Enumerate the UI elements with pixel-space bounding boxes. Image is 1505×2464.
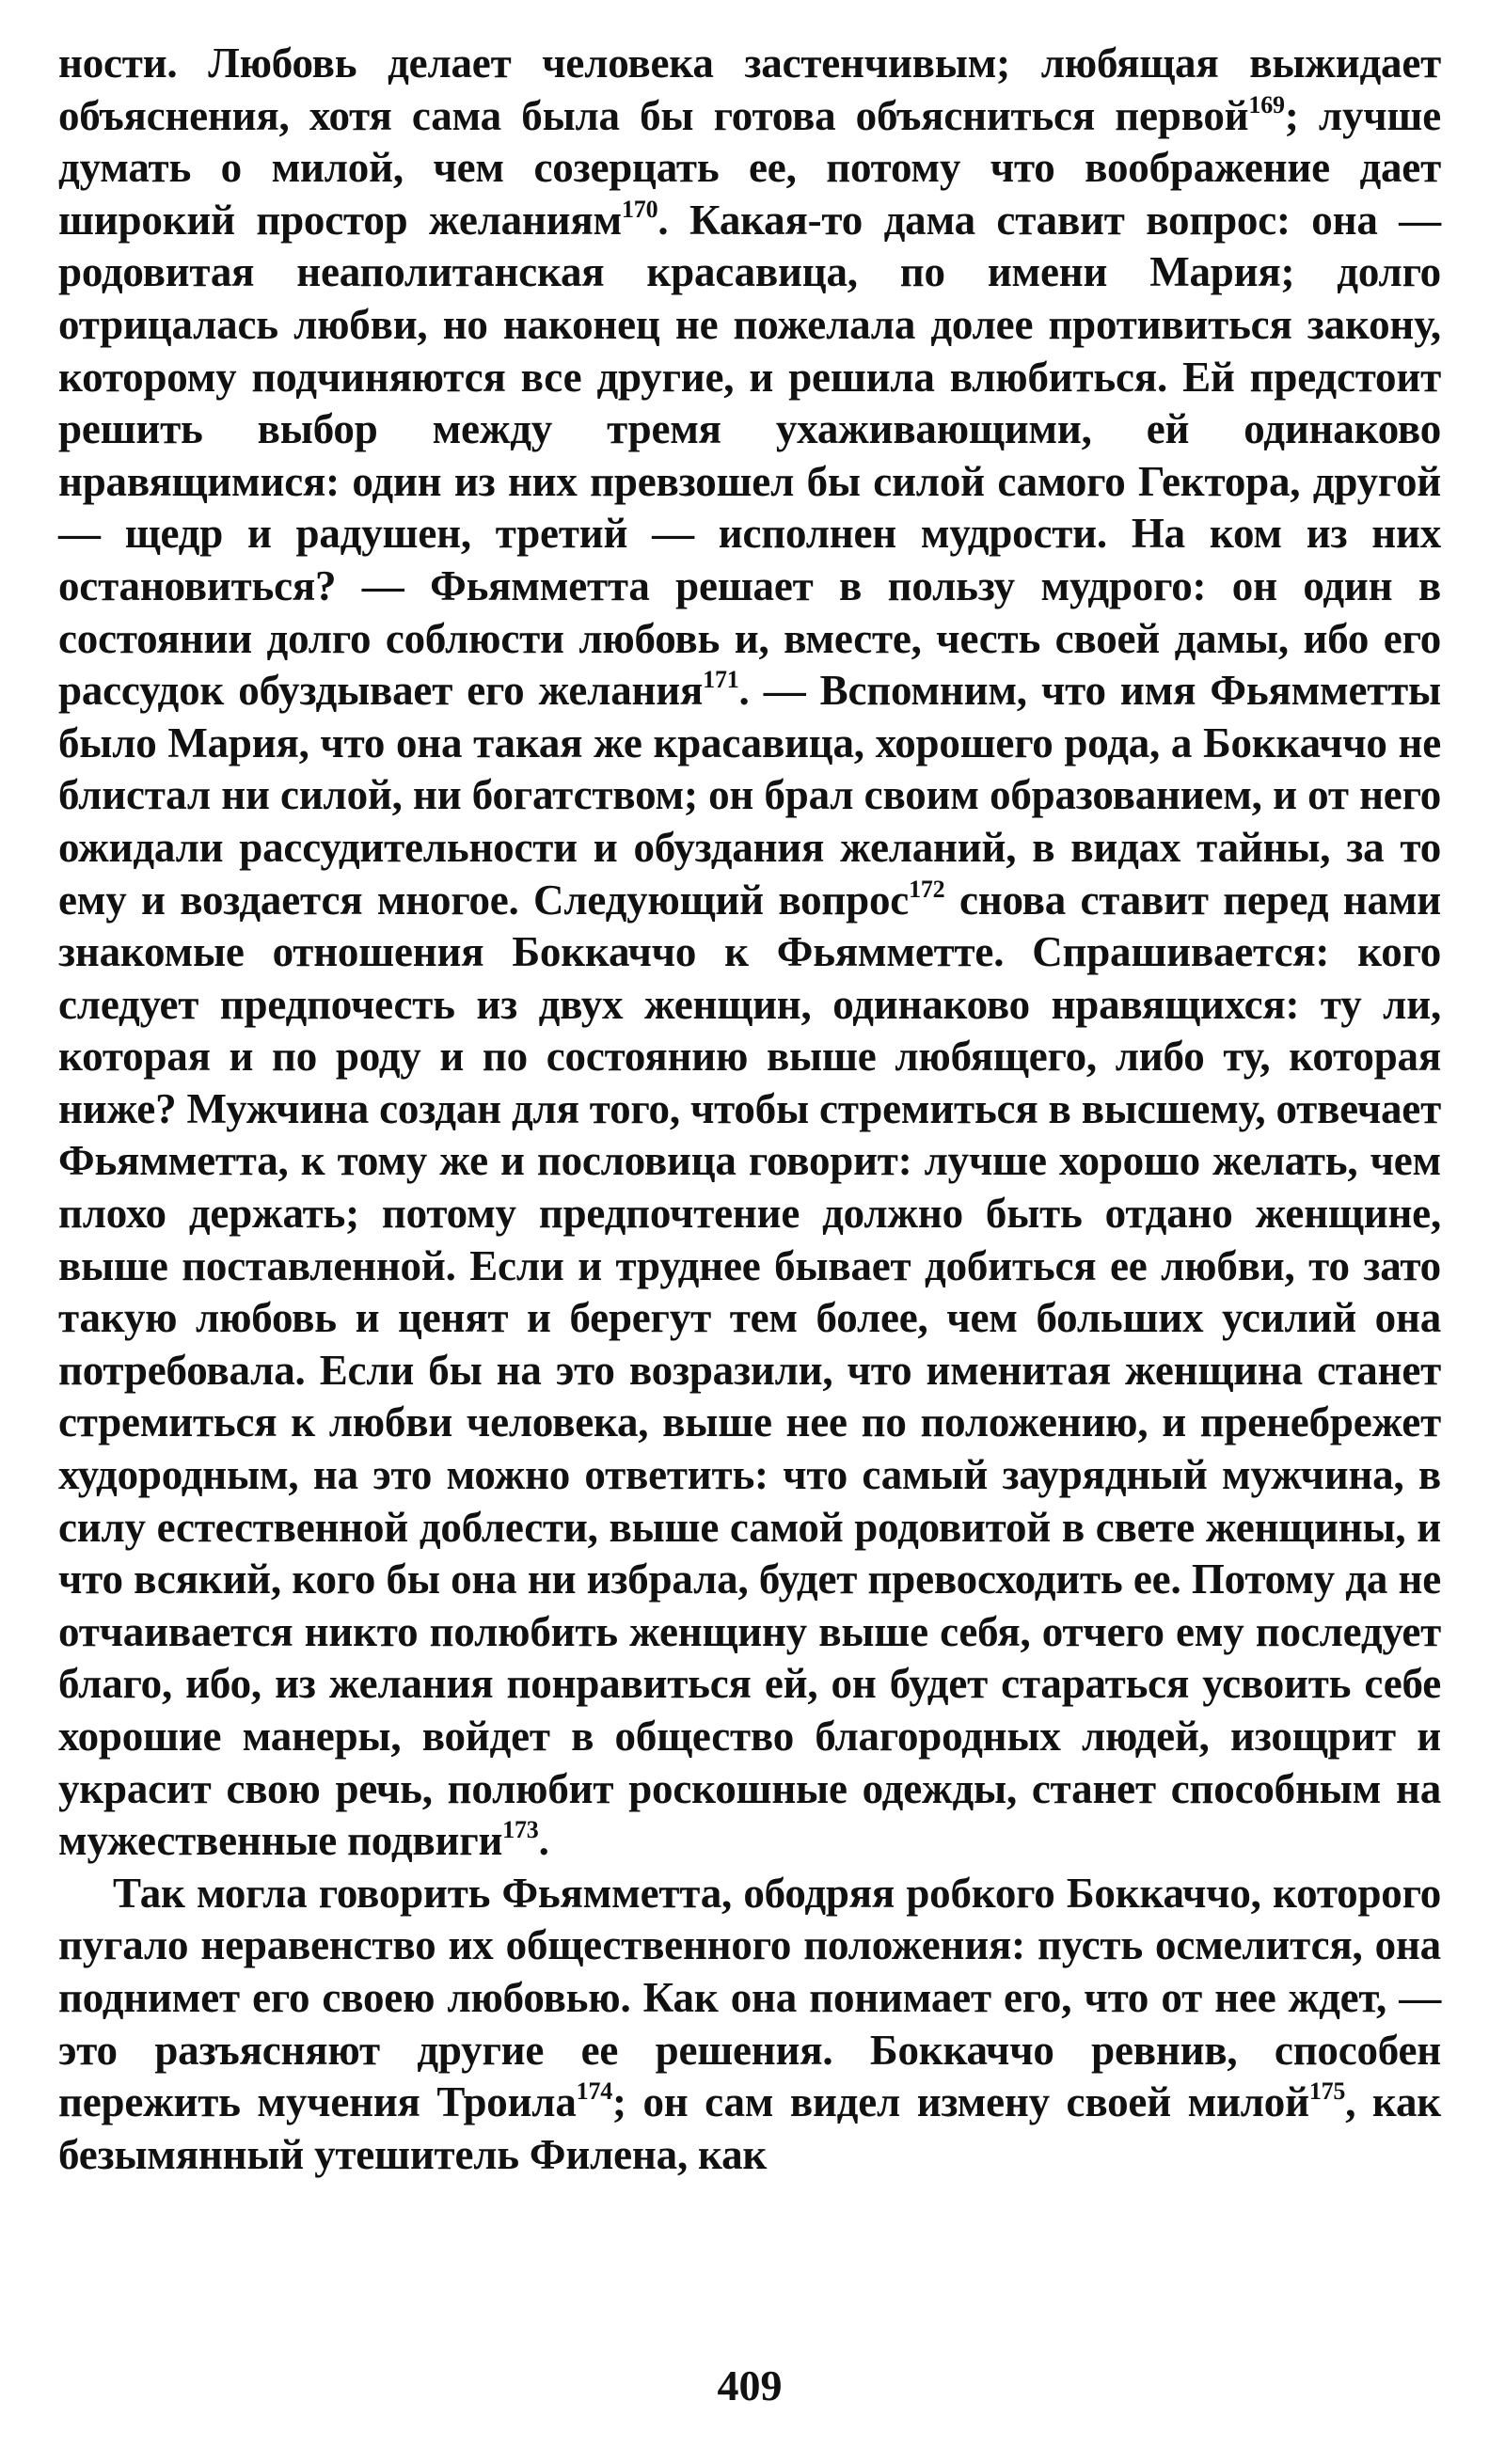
paragraph-2-seg-1: Так могла говорить Фьямметта, ободряя робкого Боккаччо, которого пугало неравенство их общественного положения: пусть осмелится, она поднимет его своею любовью. Как она понимает его, что от нее ждет, — это разъясняют другие ее решения. Боккаччо ревнив, способен пережить мучения Троила <box>58 1869 1441 2126</box>
paragraph-1-seg-6: . <box>538 1817 549 1865</box>
paragraph-1-seg-3: . Какая-то дама ставит вопрос: она — родовитая неаполитанская красавица, по имени Мария; долго отрицалась любви, но наконец не пожелала долее противиться закону, которому подчиняются все другие, и решила влюбиться. Ей предстоит решить выбор между тремя ухаживающими, ей одинаково нравящимися: один из них превзошел бы силой самого Гектора, другой — щедр и радушен, третий — исполнен мудрости. На ком из них остановиться? — Фьямметта решает в пользу мудрого: он один в состоянии долго соблюсти любовь и, вместе, честь своей дамы, ибо его рассудок обуздывает его желания <box>58 196 1441 715</box>
paragraph-1-seg-5: снова ставит перед нами знакомые отношения Боккаччо к Фьямметте. Спрашивается: кого следует предпочесть из двух женщин, одинаково нравящихся: ту ли, которая и по роду и по состоянию выше любящего, либо ту, которая ниже? Мужчина создан для того, чтобы стремиться в высшему, отвечает Фьямметта, к тому же и пословица говорит: лучше хорошо желать, чем плохо держать; потому предпочтение должно быть отдано женщине, выше поставленной. Если и труднее бывает добиться ее любви, то зато такую любовь и ценят и берегут тем более, чем больших усилий она потребовала. Если бы на это возразили, что именитая женщина станет стремиться к любви человека, выше нее по положению, и пренебрежет худородным, на это можно ответить: что самый заурядный мужчина, в силу естественной доблести, выше самой родовитой в свете женщины, и что всякий, кого бы она ни избрала, будет превосходить ее. Потому да не отчаивается никто полюбить женщину выше себя, отчего ему последует благо, ибо, из желания понравиться ей, он будет стараться усвоить себе хорошие манеры, войдет в общество благородных людей, изощрит и украсит свою речь, полюбит роскошные одежды, станет способным на мужественные подвиги <box>58 876 1442 1865</box>
footnote-ref-174: 174 <box>576 2077 613 2106</box>
page-number: 409 <box>717 2361 783 2409</box>
footnote-ref-173: 173 <box>502 1816 539 1844</box>
footnote-ref-169: 169 <box>1248 90 1285 118</box>
footnote-ref-175: 175 <box>1308 2077 1346 2106</box>
footnote-ref-172: 172 <box>909 875 945 903</box>
paragraph-2-seg-3: , как безымянный утешитель Филена, как <box>58 2078 1441 2178</box>
footnote-ref-170: 170 <box>622 195 658 223</box>
paragraph-1-seg-1: ности. Любовь делает человека застенчивым; любящая выжидает объяснения, хотя сама была бы готова объясниться первой <box>58 39 1441 139</box>
paragraph-1-seg-4: . — Вспомним, что имя Фьямметты было Мария, что она такая же красавица, хорошего рода, а Боккаччо не блистал ни силой, ни богатством; он брал своим образованием, и от него ожидали рассудительности и обуздания желаний, в видах тайны, за то ему и воздается многое. Следующий вопрос <box>58 667 1441 924</box>
body-text <box>58 38 1441 2181</box>
paragraph-1-seg-2: ; лучше думать о милой, чем созерцать ее, потому что воображение дает широкий простор желаниям <box>58 91 1441 244</box>
book-page <box>58 38 1441 2408</box>
footnote-ref-171: 171 <box>703 666 739 694</box>
paragraph-1 <box>58 38 1441 1868</box>
paragraph-2 <box>58 1868 1441 2182</box>
paragraph-2-seg-2: ; он сам видел измену своей милой <box>612 2078 1309 2126</box>
